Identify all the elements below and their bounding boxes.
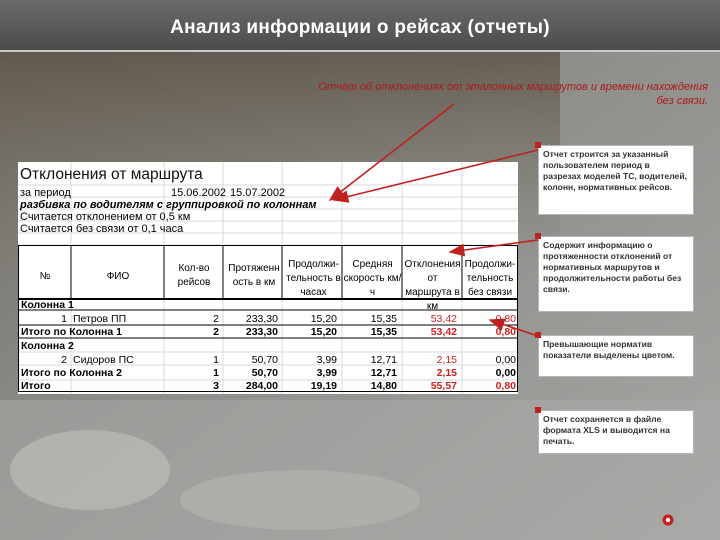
total-nolink: 0,00 xyxy=(495,367,516,379)
total-length: 50,70 xyxy=(251,367,278,379)
grand-total-duration: 19,19 xyxy=(310,380,337,392)
grand-total-trips: 3 xyxy=(213,380,219,392)
total-speed: 12,71 xyxy=(370,367,397,379)
period-label: за период xyxy=(20,187,71,199)
row-name: Сидоров ПС xyxy=(73,354,134,366)
total-deviation: 2,15 xyxy=(436,367,457,379)
date-to: 15.07.2002 xyxy=(230,187,286,199)
row-speed: 12,71 xyxy=(370,354,397,366)
grand-total-speed: 14,80 xyxy=(370,380,397,392)
row-no: 1 xyxy=(61,313,67,325)
group-row-label: Колонна 2 xyxy=(21,340,74,352)
row-trips: 1 xyxy=(213,354,219,366)
row-speed: 15,35 xyxy=(370,313,397,325)
row-name: Петров ПП xyxy=(73,313,127,325)
row-length: 233,30 xyxy=(245,313,278,325)
grand-total-deviation: 55,57 xyxy=(430,380,457,392)
total-trips: 1 xyxy=(213,367,219,379)
total-duration: 15,20 xyxy=(310,326,337,338)
group-row-label: Колонна 1 xyxy=(21,299,74,311)
row-deviation: 2,15 xyxy=(436,354,457,366)
nolink-rule: Считается без связи от 0,1 часа xyxy=(20,223,184,235)
row-duration: 15,20 xyxy=(310,313,337,325)
note-content: Содержит информацию о протяженности отклонений от нормативных маршрутов и продолжительности работы без связи. xyxy=(538,236,694,312)
total-nolink: 0,80 xyxy=(495,326,516,338)
col-header-speed: Средняя скорость км/ч xyxy=(343,259,402,298)
grand-total-length: 284,00 xyxy=(245,380,278,392)
slide-title: Анализ информации о рейсах (отчеты) xyxy=(170,17,550,38)
grand-total-label: Итого xyxy=(21,380,51,392)
total-length: 233,30 xyxy=(245,326,278,338)
row-deviation: 53,42 xyxy=(430,313,457,325)
row-nolink: 0,80 xyxy=(495,313,516,325)
row-no: 2 xyxy=(61,354,67,366)
total-trips: 2 xyxy=(213,326,219,338)
col-header-length: Протяженн ость в км xyxy=(228,263,280,288)
report-title: Отклонения от маршрута xyxy=(20,166,203,183)
title-bar xyxy=(0,0,720,52)
company-logo-icon xyxy=(662,514,674,526)
col-header-deviation: Отклонения от маршрута в км xyxy=(404,259,461,312)
total-duration: 3,99 xyxy=(316,367,337,379)
note-highlight: Превышающие норматив показатели выделены цветом. xyxy=(538,335,694,377)
date-from: 15.06.2002 xyxy=(171,187,227,199)
row-duration: 3,99 xyxy=(316,354,337,366)
breakdown-label: разбивка по водителям с группировкой по колоннам xyxy=(20,199,317,211)
note-export: Отчет сохраняется в файле формата XLS и выводится на печать. xyxy=(538,410,694,454)
row-nolink: 0,00 xyxy=(495,354,516,366)
deviation-rule: Считается отклонением от 0,5 км xyxy=(20,211,191,223)
slide-subtitle: Отчет об отклонениях от эталонных маршрутов и времени нахождения без связи. xyxy=(318,81,708,107)
total-row-label: Итого по Колонна 1 xyxy=(21,326,122,338)
col-header-duration: Продолжи- тельность в часах xyxy=(286,259,341,298)
total-row-label: Итого по Колонна 2 xyxy=(21,367,122,379)
note-period: Отчет строится за указанный пользователем период в разрезах моделей ТС, водителей, колонн, нормативных рейсов. xyxy=(538,145,694,215)
total-speed: 15,35 xyxy=(370,326,397,338)
col-header-nolink: Продолжи- тельность без связи xyxy=(464,259,516,298)
col-header-trips: Кол-во рейсов xyxy=(177,263,211,288)
total-deviation: 53,42 xyxy=(430,326,457,338)
col-header-no: № xyxy=(39,271,51,282)
col-header-name: ФИО xyxy=(106,271,130,282)
row-length: 50,70 xyxy=(251,354,278,366)
grand-total-nolink: 0,80 xyxy=(495,380,516,392)
row-trips: 2 xyxy=(213,313,219,325)
